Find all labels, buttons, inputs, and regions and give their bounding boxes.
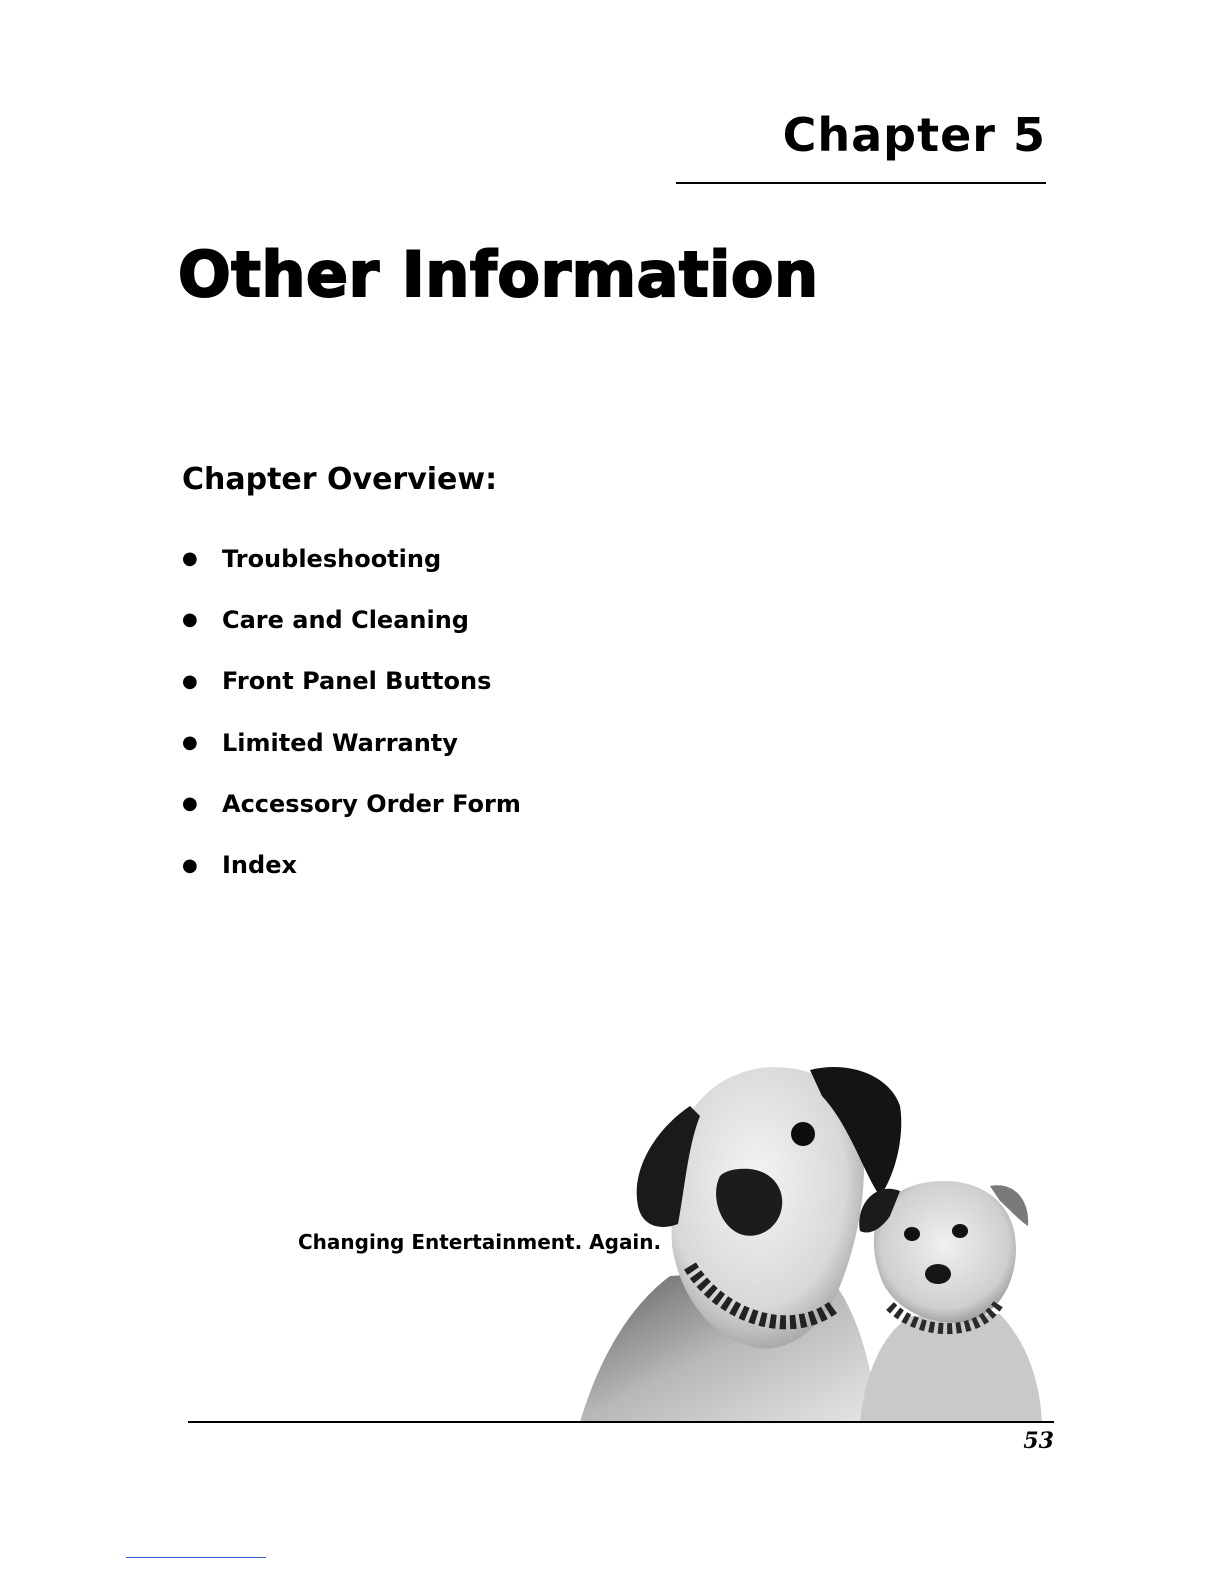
dogs-photo [560, 1056, 1060, 1422]
list-item [182, 773, 521, 834]
list-item [182, 712, 521, 773]
bullet-icon: ● [182, 548, 198, 570]
bullet-icon: ● [182, 854, 198, 876]
scan-mark [126, 1557, 266, 1558]
bullet-icon: ● [182, 609, 198, 631]
list-item-label: Front Panel Buttons [222, 667, 492, 696]
list-item [182, 834, 521, 895]
overview-list [182, 528, 521, 896]
puppy-eye-left [904, 1227, 920, 1241]
list-item [182, 528, 521, 589]
big-dog-eye [791, 1122, 815, 1146]
bullet-icon: ● [182, 793, 198, 815]
puppy-nose [925, 1264, 951, 1284]
list-item [182, 651, 521, 712]
page-title: Other Information [178, 238, 819, 311]
list-item-label: Index [222, 851, 297, 880]
list-item-label: Troubleshooting [222, 544, 442, 573]
chapter-divider [676, 182, 1046, 184]
tagline: Changing Entertainment. Again. [298, 1230, 662, 1254]
bullet-icon: ● [182, 670, 198, 692]
list-item [182, 589, 521, 650]
list-item-label: Limited Warranty [222, 728, 458, 757]
page-number: 53 [1023, 1428, 1054, 1454]
list-item-label: Accessory Order Form [222, 789, 521, 818]
bullet-icon: ● [182, 732, 198, 754]
puppy-eye-right [952, 1224, 968, 1238]
overview-heading: Chapter Overview: [182, 462, 498, 497]
list-item-label: Care and Cleaning [222, 605, 469, 634]
footer-divider [188, 1421, 1054, 1423]
chapter-label: Chapter 5 [782, 108, 1046, 162]
